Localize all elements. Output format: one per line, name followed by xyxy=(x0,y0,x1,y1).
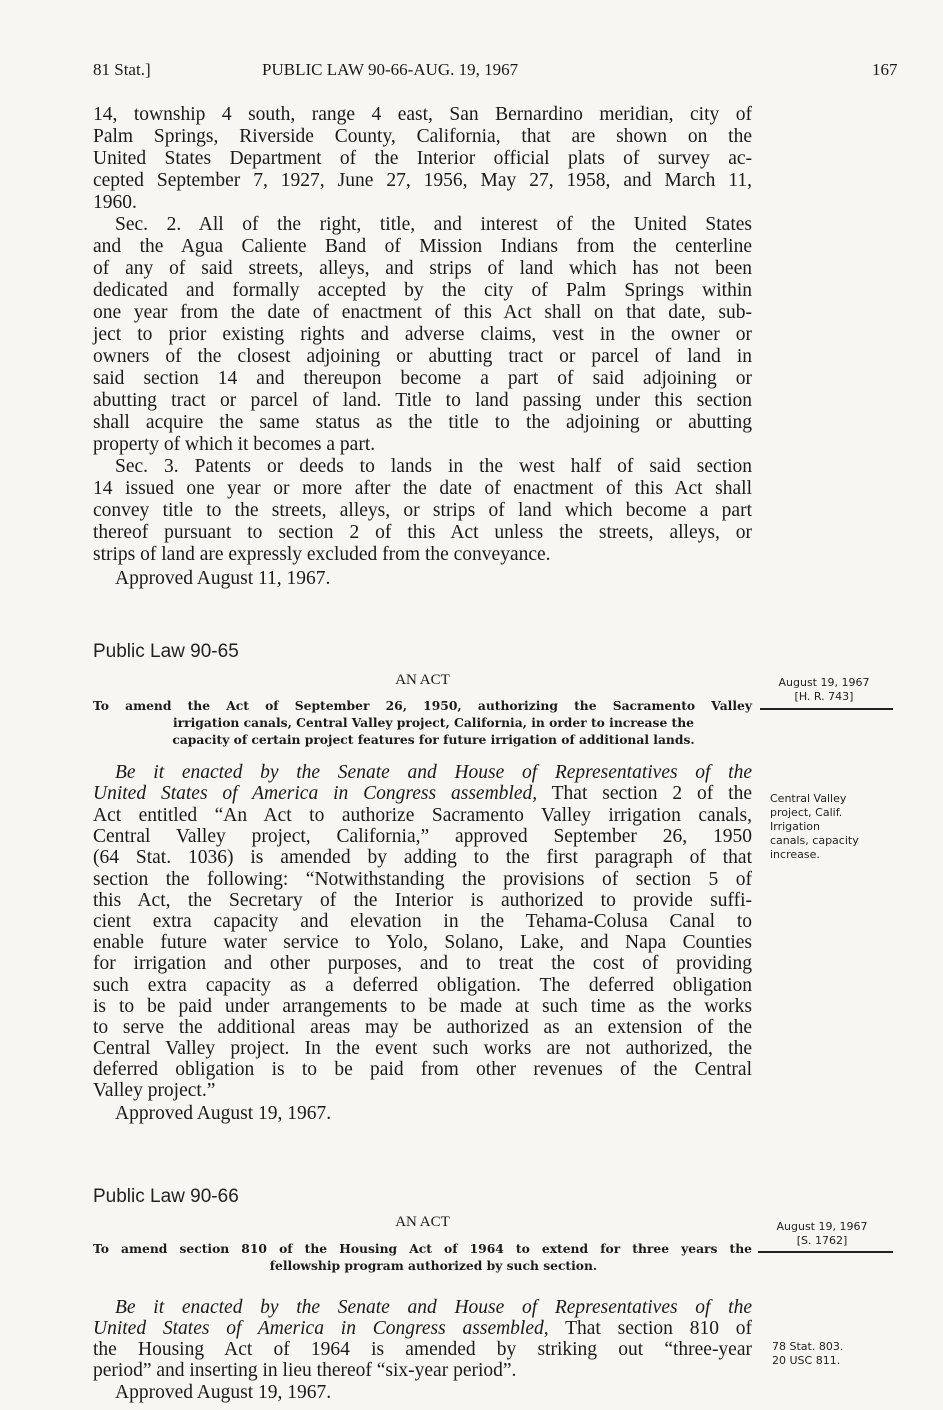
text-line: Act entitled “An Act to authorize Sacramento Valley irrigation canals, xyxy=(93,805,752,826)
margin-rule xyxy=(758,1251,893,1253)
text-line: abutting tract or parcel of land. Title to land passing under this section xyxy=(93,390,752,411)
text-line: property of which it becomes a part. xyxy=(93,434,376,455)
section-3 xyxy=(93,456,752,566)
margin-date: August 19, 1967 xyxy=(778,676,870,689)
margin-date-bill xyxy=(762,1220,882,1248)
text-line: for irrigation and other purposes, and to treat the cost of providing xyxy=(93,953,752,975)
text-line: such extra capacity as a deferred obligation. The deferred obligation xyxy=(93,974,752,996)
margin-note-line: increase. xyxy=(770,848,820,861)
text-line: 1960. xyxy=(93,192,137,213)
margin-date-bill xyxy=(764,676,884,704)
an-act-label: AN ACT xyxy=(395,1214,450,1230)
approved-date: Approved August 19, 1967. xyxy=(115,1103,332,1124)
section-2 xyxy=(93,214,752,456)
text-line: irrigation canals, Central Valley project, California, in order to increase the xyxy=(172,715,694,730)
text-line: Sec. 2. All of the right, title, and interest of the United States xyxy=(115,214,752,235)
act-body xyxy=(93,805,752,1102)
text-line: one year from the date of enactment of this Act shall on that date, sub- xyxy=(93,302,752,323)
text-line: period” and inserting in lieu thereof “six-year period”. xyxy=(93,1360,517,1381)
text-line: cient extra capacity and elevation in the Tehama-Colusa Canal to xyxy=(93,910,752,932)
text-line: (64 Stat. 1036) is amended by adding to the first paragraph of that xyxy=(93,847,752,869)
text-line: capacity of certain project features for future irrigation of additional lands. xyxy=(172,732,695,747)
margin-date: August 19, 1967 xyxy=(776,1220,868,1233)
header-title: PUBLIC LAW 90-66-AUG. 19, 1967 xyxy=(262,60,519,79)
margin-note xyxy=(770,792,859,862)
margin-note-line: Irrigation xyxy=(770,820,820,833)
text-line: Palm Springs, Riverside County, California, that are shown on the xyxy=(93,126,752,147)
text-line: owners of the closest adjoining or abutting tract or parcel of land in xyxy=(93,346,752,367)
margin-note-line: project, Calif. xyxy=(770,806,843,819)
margin-note-line: 78 Stat. 803. xyxy=(772,1340,844,1353)
text-line: United States Department of the Interior official plats of survey ac- xyxy=(93,148,752,169)
text-line: of any of said streets, alleys, and strips of land which has not been xyxy=(93,258,752,279)
margin-note-line: 20 USC 811. xyxy=(772,1354,841,1367)
text-line: Central Valley project, California,” approved September 26, 1950 xyxy=(93,826,752,848)
text-line: fellowship program authorized by such section. xyxy=(269,1258,598,1273)
header-stat-ref: 81 Stat.] xyxy=(93,60,151,79)
text-line: shall acquire the same status as the title to the adjoining or abutting xyxy=(93,412,752,433)
text-line: convey title to the streets, alleys, or strips of land which become a part xyxy=(93,500,752,521)
approved-date: Approved August 19, 1967. xyxy=(115,1382,332,1403)
act-body xyxy=(93,1339,752,1381)
text-line: section the following: “Notwithstanding the provisions of section 5 of xyxy=(93,868,752,890)
margin-bill: [H. R. 743] xyxy=(794,690,854,703)
text-line: said section 14 and thereupon become a part of said adjoining or xyxy=(93,368,752,389)
act-title xyxy=(93,1240,752,1274)
margin-note-line: canals, capacity xyxy=(770,834,859,847)
margin-note xyxy=(772,1340,843,1368)
approved-date: Approved August 11, 1967. xyxy=(115,568,331,589)
an-act-label: AN ACT xyxy=(395,672,450,688)
margin-note-line: Central Valley xyxy=(770,792,847,805)
text-line: ject to prior existing rights and adverse claims, vest in the owner or xyxy=(93,324,752,345)
text-line: to serve the additional areas may be authorized as an extension of the xyxy=(93,1016,752,1038)
text-line: this Act, the Secretary of the Interior is authorized to provide suffi- xyxy=(93,889,752,911)
margin-bill: [S. 1762] xyxy=(796,1234,848,1247)
text-line: Valley project.” xyxy=(93,1080,216,1102)
text-line: the Housing Act of 1964 is amended by striking out “three-year xyxy=(93,1339,752,1360)
text-line: is to be paid under arrangements to be made at such time as the works xyxy=(93,995,752,1017)
text-line: and the Agua Caliente Band of Mission Indians from the centerline xyxy=(93,236,752,257)
text-line: enable future water service to Yolo, Solano, Lake, and Napa Counties xyxy=(93,932,752,954)
public-law-heading: Public Law 90-65 xyxy=(93,641,239,662)
text-line: Sec. 3. Patents or deeds to lands in the west half of said section xyxy=(115,456,752,477)
margin-rule xyxy=(760,708,893,710)
text-line: thereof pursuant to section 2 of this Act unless the streets, alleys, or xyxy=(93,522,752,543)
enacting-clause: Be it enacted by the Senate and House of Representatives of the United States of America in Congress assembled, That section 810 of xyxy=(93,1297,752,1339)
page-number: 167 xyxy=(872,60,898,79)
continuation-paragraph xyxy=(93,104,752,214)
text-line: cepted September 7, 1927, June 27, 1956, May 27, 1958, and March 11, xyxy=(93,170,752,191)
text-line: 14, township 4 south, range 4 east, San Bernardino meridian, city of xyxy=(93,104,752,125)
text-line: dedicated and formally accepted by the city of Palm Springs within xyxy=(93,280,752,301)
text-line: To amend section 810 of the Housing Act of 1964 to extend for three years the xyxy=(93,1241,752,1256)
text-line: To amend the Act of September 26, 1950, authorizing the Sacramento Valley xyxy=(93,698,752,713)
text-line: 14 issued one year or more after the date of enactment of this Act shall xyxy=(93,478,752,499)
text-line: deferred obligation is to be paid from other revenues of the Central xyxy=(93,1059,752,1081)
text-line: strips of land are expressly excluded from the conveyance. xyxy=(93,544,551,565)
enacting-clause: Be it enacted by the Senate and House of Representatives of the United States of America in Congress assembled, That section 2 of the xyxy=(93,762,752,805)
public-law-heading: Public Law 90-66 xyxy=(93,1186,239,1207)
text-line: Central Valley project. In the event such works are not authorized, the xyxy=(93,1038,752,1060)
act-title xyxy=(93,697,752,748)
